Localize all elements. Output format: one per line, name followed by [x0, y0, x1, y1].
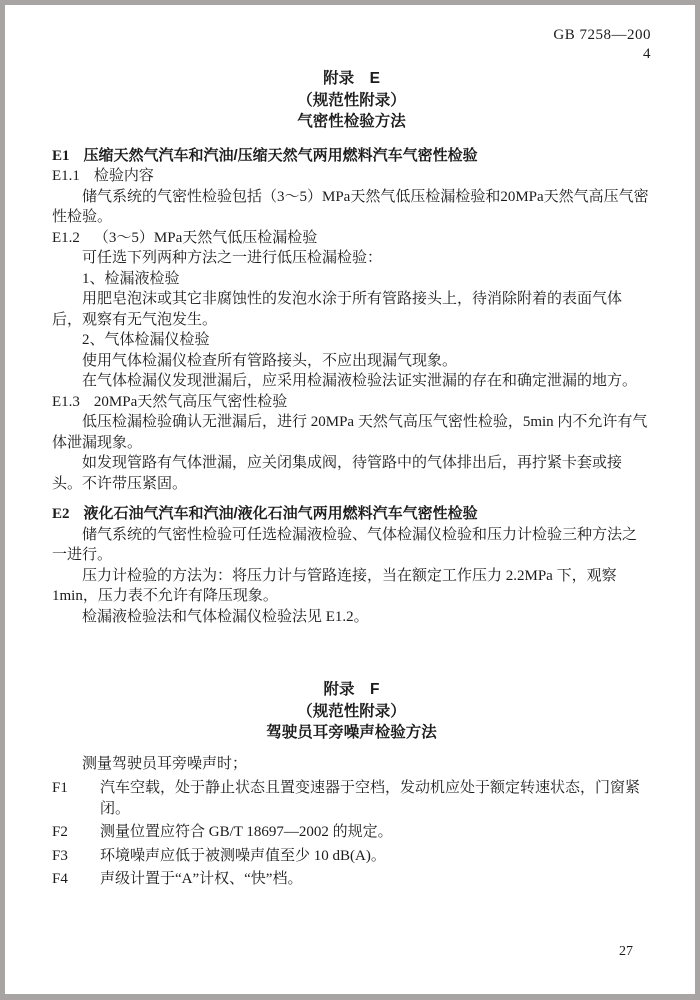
list-item-f3-text: 环境噪声应低于被测噪声值至少 10 dB(A)。: [100, 847, 386, 864]
paragraph-e2-1: 储气系统的气密性检验可任选检漏液检验、气体检漏仪检验和压力计检验三种方法之一进行。: [52, 526, 638, 563]
list-item-f2: [52, 822, 651, 843]
section-e1-heading: [52, 146, 651, 167]
list-item-f3-label: F3: [52, 847, 68, 864]
paragraph-method-2-detail-2: 在气体检漏仪发现泄漏后，应采用检漏液检验法证实泄漏的存在和确定泄漏的地方。: [82, 373, 638, 389]
document-page: [5, 5, 695, 994]
paragraph-e2-2: 压力计检验的方法为：将压力计与管路连接，当在额定工作压力 2.2MPa 下，观察 1min，压力表不允许有降压现象。: [52, 567, 617, 604]
standard-number-line1: GB 7258—200: [553, 27, 651, 43]
list-item-f4-text: 声级计置于“A”计权、“快”档。: [100, 871, 303, 887]
appendix-f-title-block: [52, 679, 651, 744]
section-e1-1-title: 检验内容: [93, 168, 154, 184]
list-item-method-1: 1、检漏液检验: [82, 270, 180, 287]
paragraph-e1-2-intro: 可任选下列两种方法之一进行低压检漏检验：: [82, 250, 383, 266]
section-e1-1-label: E1.1: [52, 168, 80, 184]
appendix-f-list: [52, 778, 651, 890]
section-e1-1-heading: [52, 166, 651, 187]
section-e1-2-heading: [52, 228, 651, 249]
section-e1-title: 压缩天然气汽车和汽油/压缩天然气两用燃料汽车气密性检验: [83, 146, 478, 164]
section-e2-label: E2: [52, 506, 70, 522]
document-content: [52, 68, 651, 893]
appendix-f-subtitle: （规范性附录）: [297, 702, 406, 720]
appendix-f-name: 驾驶员耳旁噪声检验方法: [266, 724, 437, 741]
appendix-e-name: 气密性检验方法: [297, 113, 406, 130]
section-e1-3-label: E1.3: [52, 393, 80, 410]
appendix-e-body: [52, 146, 651, 628]
paragraph-e1-3-2: 如发现管路有气体泄漏，应关闭集成阀，待管路中的气体排出后，再拧紧卡套或接头。不许带压紧固。: [52, 455, 623, 492]
section-e2-title: 液化石油气汽车和汽油/液化石油气两用燃料汽车气密性检验: [83, 505, 478, 522]
section-e2-heading: [52, 504, 651, 525]
appendix-e-title: 附录 E: [323, 70, 380, 87]
section-e1-2-title: （3～5）MPa天然气低压检漏检验: [93, 229, 318, 246]
list-item-f3: [52, 846, 651, 867]
list-item-f2-text: 测量位置应符合 GB/T 18697—2002 的规定。: [100, 824, 393, 840]
list-item-f1: [52, 778, 651, 819]
paragraph-method-2-detail-1: 使用气体检漏仪检查所有管路接头，不应出现漏气现象。: [82, 352, 458, 369]
appendix-e-title-block: [52, 68, 651, 133]
section-e1-3-heading: [52, 392, 651, 413]
list-item-f4: [52, 869, 651, 890]
section-e1-label: E1: [52, 147, 70, 164]
appendix-f-title: 附录 F: [323, 681, 380, 698]
standard-number-line2: 4: [643, 46, 651, 62]
list-item-f2-label: F2: [52, 824, 68, 840]
section-e1-2-label: E1.2: [52, 229, 80, 246]
standard-number-header: [553, 26, 651, 64]
list-item-f1-text: 汽车空载，处于静止状态且置变速器于空档，发动机应处于额定转速状态，门窗紧闭。: [100, 780, 641, 817]
paragraph-e1-1: 储气系统的气密性检验包括（3～5）MPa天然气低压检漏检验和20MPa天然气高压气密性检验。: [52, 188, 649, 225]
list-item-method-2: 2、气体检漏仪检验: [82, 332, 210, 348]
appendix-e-subtitle: （规范性附录）: [297, 91, 406, 109]
paragraph-e2-3: 检漏液检验法和气体检漏仪检验法见 E1.2。: [82, 608, 369, 625]
paragraph-method-1-detail: 用肥皂泡沫或其它非腐蚀性的发泡水涂于所有管路接头上，待消除附着的表面气体后，观察有无气泡发生。: [52, 291, 623, 328]
list-item-f1-label: F1: [52, 780, 68, 796]
list-item-f4-label: F4: [52, 871, 68, 887]
section-e1-3-title: 20MPa天然气高压气密性检验: [93, 393, 288, 410]
paragraph-f-intro: 测量驾驶员耳旁噪声时；: [82, 755, 248, 772]
paragraph-e1-3-1: 低压检漏检验确认无泄漏后，进行 20MPa 天然气高压气密性检验，5min 内不允许有气体泄漏现象。: [52, 414, 648, 451]
page-number: 27: [619, 944, 633, 959]
